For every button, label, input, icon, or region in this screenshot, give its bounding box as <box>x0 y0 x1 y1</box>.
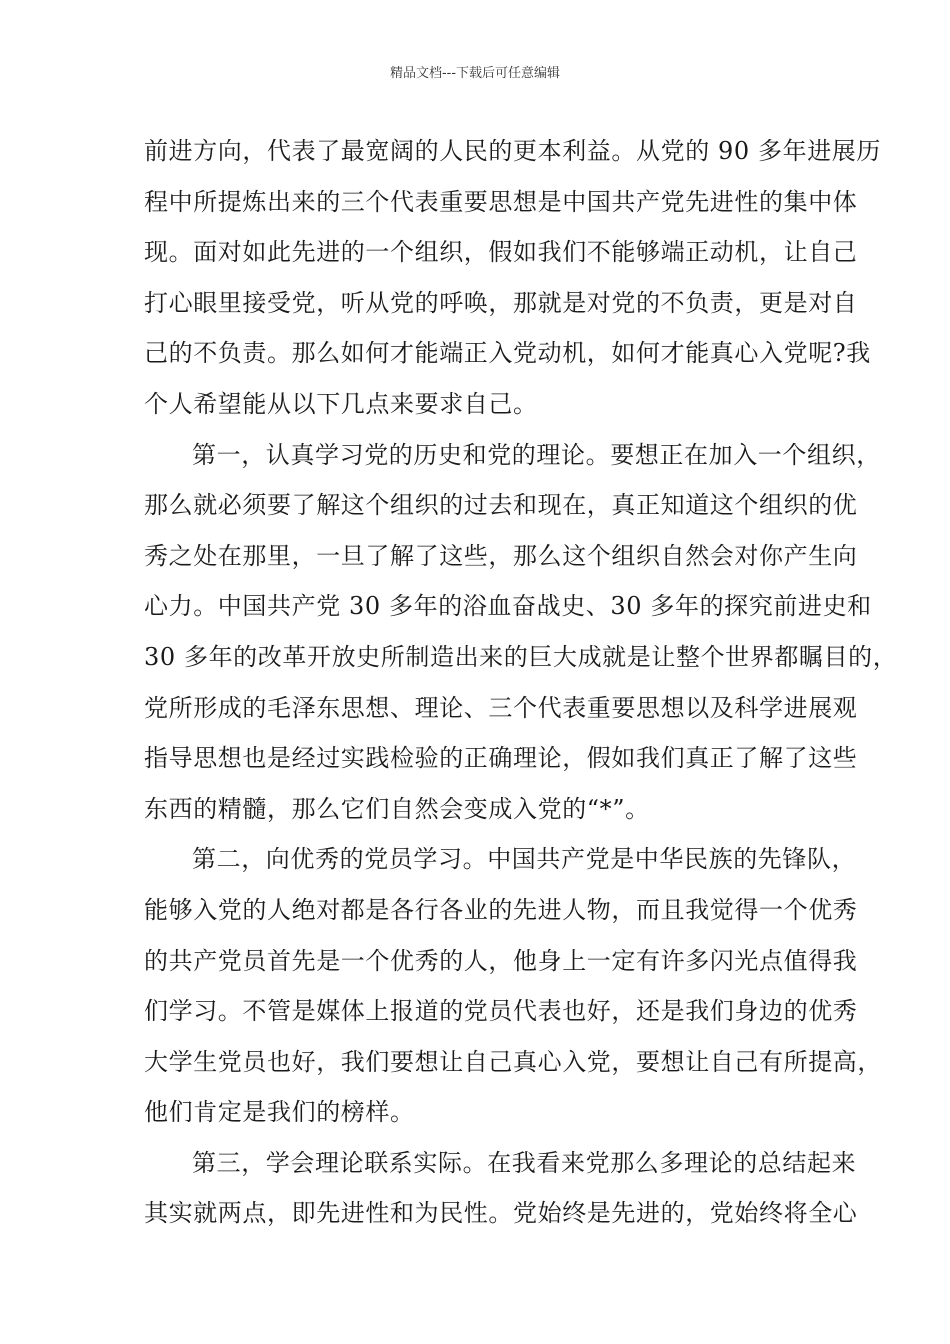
text-line: 心力。中国共产党 30 多年的浴血奋战史、30 多年的探究前进史和 <box>144 592 872 621</box>
text-line: 秀之处在那里，一旦了解了这些，那么这个组织自然会对你产生向 <box>144 541 858 570</box>
text-line: 个人希望能从以下几点来要求自己。 <box>144 389 538 418</box>
text-line: 能够入党的人绝对都是各行各业的先进人物，而且我觉得一个优秀 <box>144 895 858 924</box>
text-line: 30 多年的改革开放史所制造出来的巨大成就是让整个世界都瞩目的， <box>144 642 898 671</box>
text-line: 程中所提炼出来的三个代表重要思想是中国共产党先进性的集中体 <box>144 187 858 216</box>
text-line: 东西的精髓，那么它们自然会变成入党的“*”。 <box>144 794 650 823</box>
text-line: 打心眼里接受党，听从党的呼唤，那就是对党的不负责，更是对自 <box>144 288 858 317</box>
text-line: 己的不负责。那么如何才能端正入党动机，如何才能真心入党呢?我 <box>144 339 871 368</box>
text-line: 指导思想也是经过实践检验的正确理论，假如我们真正了解了这些 <box>144 744 858 773</box>
text-line: 们学习。不管是媒体上报道的党员代表也好，还是我们身边的优秀 <box>144 997 858 1026</box>
text-line: 其实就两点，即先进性和为民性。党始终是先进的，党始终将全心 <box>144 1199 858 1228</box>
text-line: 现。面对如此先进的一个组织，假如我们不能够端正动机，让自己 <box>144 238 858 267</box>
paragraph-first-line: 第一，认真学习党的历史和党的理论。要想正在加入一个组织， <box>192 440 881 469</box>
paragraph-first-line: 第三，学会理论联系实际。在我看来党那么多理论的总结起来 <box>192 1148 857 1177</box>
paragraph-first-line: 第二，向优秀的党员学习。中国共产党是中华民族的先锋队， <box>192 845 857 874</box>
text-line: 的共产党员首先是一个优秀的人，他身上一定有许多闪光点值得我 <box>144 946 858 975</box>
text-line: 他们肯定是我们的榜样。 <box>144 1098 415 1127</box>
document-body <box>144 126 898 1239</box>
text-line: 前进方向，代表了最宽阔的人民的更本利益。从党的 90 多年进展历 <box>144 137 881 165</box>
text-line: 大学生党员也好，我们要想让自己真心入党，要想让自己有所提高， <box>144 1047 882 1076</box>
text-line: 那么就必须要了解这个组织的过去和现在，真正知道这个组织的优 <box>144 491 858 520</box>
page-header: 精品文档---下载后可任意编辑 <box>389 66 561 81</box>
text-line: 党所形成的毛泽东思想、理论、三个代表重要思想以及科学进展观 <box>144 693 858 722</box>
